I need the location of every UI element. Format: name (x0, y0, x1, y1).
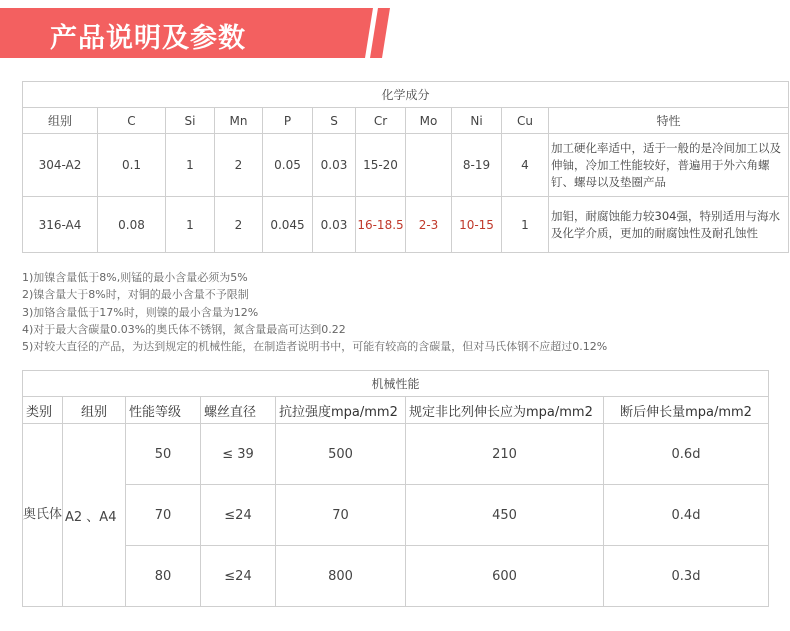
chemical-composition-table (22, 81, 789, 253)
table-cell: 1 (166, 134, 215, 197)
mechanical-header-row (23, 397, 769, 424)
table-cell: 50 (126, 424, 201, 485)
table-cell: 500 (276, 424, 406, 485)
mechanical-table-title: 机械性能 (23, 371, 769, 397)
table-cell: 16-18.5 (356, 197, 406, 253)
table-cell: 70 (126, 485, 201, 546)
table-row (23, 546, 769, 607)
note-item: 4)对于最大含碳量0.03%的奥氏体不锈钢，氮含量最高可达到0.22 (22, 322, 346, 336)
table-cell: 2 (215, 197, 263, 253)
table-cell: 0.05 (263, 134, 313, 197)
chemical-table-title: 化学成分 (23, 82, 789, 108)
table-cell: 0.3d (604, 546, 769, 607)
col-header: Mo (406, 108, 452, 134)
table-cell: 0.4d (604, 485, 769, 546)
note-item: 1)加镍含量低于8%,则锰的最小含量必须为5% (22, 271, 248, 284)
category-cell: 奥氏体 (23, 424, 63, 607)
group-cell: A2 、A4 (63, 424, 126, 607)
banner-title: 产品说明及参数 (50, 23, 246, 54)
table-cell: 70 (276, 485, 406, 546)
table-cell: 0.08 (98, 197, 166, 253)
col-header: 断后伸长量mpa/mm2 (604, 397, 769, 424)
note-item: 3)加铬含量低于17%时，则镍的最小含量为12% (22, 305, 259, 319)
table-cell: 316-A4 (23, 197, 98, 253)
table-cell: 1 (502, 197, 549, 253)
col-header: 类别 (23, 397, 63, 424)
table-cell: 450 (406, 485, 604, 546)
table-cell: 2 (215, 134, 263, 197)
table-cell: ≤ 39 (201, 424, 276, 485)
table-cell: 210 (406, 424, 604, 485)
table-cell: 0.1 (98, 134, 166, 197)
col-header: Mn (215, 108, 263, 134)
col-header: Cr (356, 108, 406, 134)
note-item: 2)镍含量大于8%时，对铜的最小含量不予限制 (22, 288, 249, 302)
section-banner (0, 8, 395, 58)
table-cell: 4 (502, 134, 549, 197)
table-cell: 10-15 (452, 197, 502, 253)
col-header: C (98, 108, 166, 134)
table-cell: 0.03 (313, 134, 356, 197)
table-cell: 304-A2 (23, 134, 98, 197)
col-header: 组别 (63, 397, 126, 424)
col-header: 抗拉强度mpa/mm2 (276, 397, 406, 424)
table-row (23, 197, 789, 253)
table-cell: 15-20 (356, 134, 406, 197)
col-header: Si (166, 108, 215, 134)
table-cell: 0.045 (263, 197, 313, 253)
col-header: 性能等级 (126, 397, 201, 424)
table-cell: ≤24 (201, 485, 276, 546)
col-header: 螺丝直径 (201, 397, 276, 424)
table-cell: 80 (126, 546, 201, 607)
note-item: 5)对较大直径的产品，为达到规定的机械性能，在制造者说明书中，可能有较高的含碳量，但对马氏体钢不应超过0.12% (22, 340, 608, 354)
col-header: 组别 (23, 108, 98, 134)
table-cell: 2-3 (406, 197, 452, 253)
table-cell: 0.03 (313, 197, 356, 253)
table-cell (406, 134, 452, 197)
property-description: 加工硬化率适中，适于一般的是冷间加工以及伸铀，冷加工性能较好，普遍用于外六角螺钉、螺母以及垫圈产品 (549, 134, 789, 197)
table-row (23, 485, 769, 546)
col-header: Ni (452, 108, 502, 134)
col-header: 规定非比列伸长应为mpa/mm2 (406, 397, 604, 424)
property-description: 加钼，耐腐蚀能力较304强，特别适用与海水及化学介质，更加的耐腐蚀性及耐孔蚀性 (549, 197, 789, 253)
col-header: S (313, 108, 356, 134)
notes-list (22, 269, 768, 355)
table-cell: 600 (406, 546, 604, 607)
col-header: P (263, 108, 313, 134)
col-header: 特性 (549, 108, 789, 134)
chemical-header-row (23, 108, 789, 134)
table-cell: 800 (276, 546, 406, 607)
table-cell: 0.6d (604, 424, 769, 485)
table-cell: 1 (166, 197, 215, 253)
table-cell: ≤24 (201, 546, 276, 607)
col-header: Cu (502, 108, 549, 134)
table-row (23, 134, 789, 197)
table-row (23, 424, 769, 485)
mechanical-properties-table (22, 370, 769, 607)
table-cell: 8-19 (452, 134, 502, 197)
